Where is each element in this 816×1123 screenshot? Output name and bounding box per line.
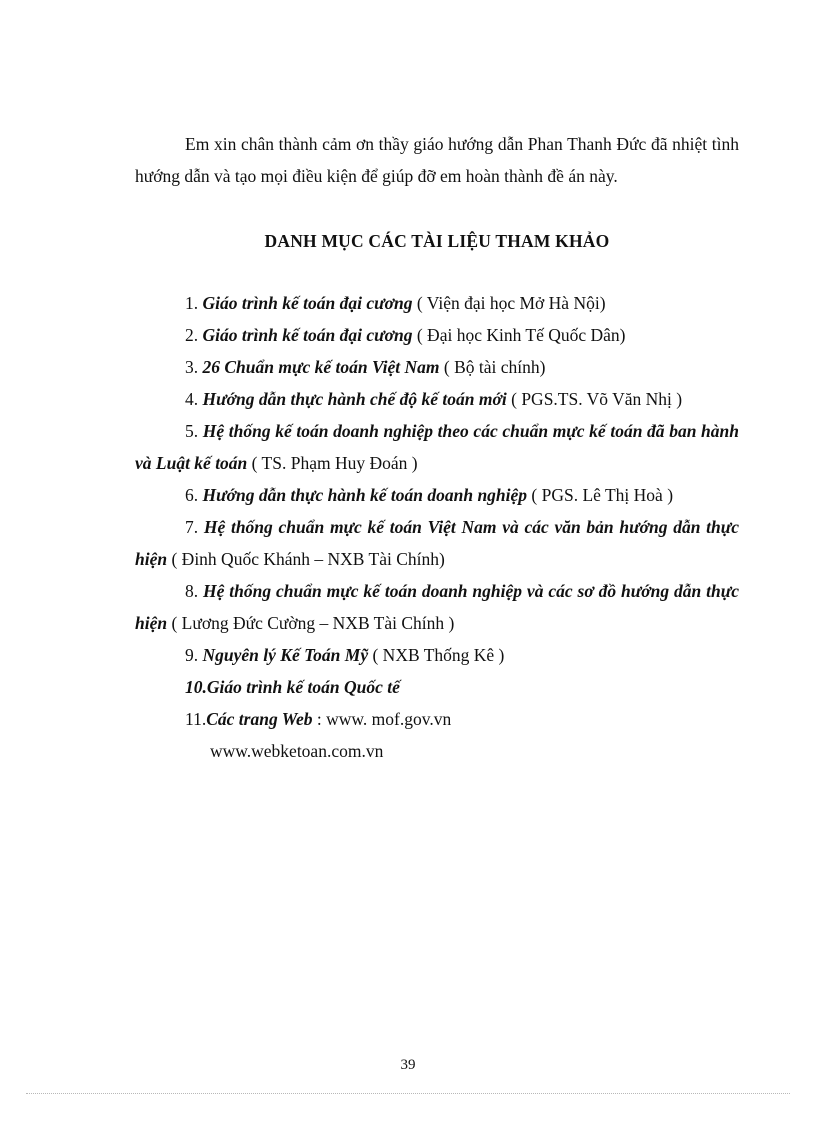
reference-title: Hệ thống kế toán doanh nghiệp theo các chuẩn mực kế toán đã ban hành và Luật kế toán	[135, 421, 740, 473]
reference-number: 8.	[185, 581, 199, 601]
reference-source: ( Viện đại học Mở Hà Nội)	[412, 293, 606, 313]
reference-number: 11.	[185, 709, 207, 729]
page-number: 39	[400, 1057, 416, 1073]
reference-item-10	[135, 671, 739, 703]
reference-number: 7.	[185, 517, 199, 537]
reference-number: 5.	[185, 421, 199, 441]
reference-title: Giáo trình kế toán Quốc tế	[206, 677, 400, 697]
reference-source: : www. mof.gov.vn	[312, 709, 452, 729]
reference-source: ( Đinh Quốc Khánh – NXB Tài Chính)	[167, 549, 445, 569]
reference-number: 9.	[185, 645, 199, 665]
reference-item-7	[135, 511, 739, 575]
reference-source: ( PGS. Lê Thị Hoà )	[527, 485, 674, 505]
reference-source: ( TS. Phạm Huy Đoán )	[247, 453, 418, 473]
reference-source: ( PGS.TS. Võ Văn Nhị )	[506, 389, 683, 409]
reference-number: 4.	[185, 389, 199, 409]
reference-item-8	[135, 575, 739, 639]
reference-item-9	[135, 639, 739, 671]
reference-title: Giáo trình kế toán đại cương	[202, 325, 413, 345]
reference-source: ( Lương Đức Cường – NXB Tài Chính )	[167, 613, 455, 633]
references-list	[135, 287, 739, 767]
reference-source: ( NXB Thống Kê )	[368, 645, 505, 665]
reference-number: 6.	[185, 485, 199, 505]
reference-number: 1.	[185, 293, 199, 313]
reference-item-2	[135, 319, 739, 351]
acknowledgement-paragraph: Em xin chân thành cảm ơn thầy giáo hướng dẫn Phan Thanh Đức đã nhiệt tình hướng dẫn và tạo mọi điều kiện để giúp đỡ em hoàn thành đề án này.	[135, 134, 739, 186]
reference-item-11	[135, 703, 739, 735]
reference-title: Hệ thống chuẩn mực kế toán Việt Nam và các văn bản hướng dẫn thực hiện	[135, 517, 740, 569]
reference-source: ( Đại học Kinh Tế Quốc Dân)	[412, 325, 626, 345]
reference-title: Hướng dẫn thực hành chế độ kế toán mới	[202, 389, 507, 409]
reference-number: 10.	[185, 677, 207, 697]
reference-title: Giáo trình kế toán đại cương	[202, 293, 413, 313]
page-bottom-divider	[26, 1093, 790, 1094]
reference-title: Các trang Web	[206, 709, 313, 729]
references-heading: DANH MỤC CÁC TÀI LIỆU THAM KHẢO	[264, 231, 610, 251]
reference-number: 3.	[185, 357, 199, 377]
reference-title: 26 Chuẩn mực kế toán Việt Nam	[202, 357, 440, 377]
reference-item-3	[135, 351, 739, 383]
reference-item-4	[135, 383, 739, 415]
reference-title: Nguyên lý Kế Toán Mỹ	[202, 645, 369, 665]
reference-web-address: www.webketoan.com.vn	[210, 741, 384, 761]
reference-item-1	[135, 287, 739, 319]
reference-item-6	[135, 479, 739, 511]
reference-source: ( Bộ tài chính)	[439, 357, 546, 377]
reference-title: Hệ thống chuẩn mực kế toán doanh nghiệp và các sơ đồ hướng dẫn thực hiện	[135, 581, 739, 633]
reference-title: Hướng dẫn thực hành kế toán doanh nghiệp	[202, 485, 528, 505]
reference-item-5	[135, 415, 739, 479]
reference-number: 2.	[185, 325, 199, 345]
